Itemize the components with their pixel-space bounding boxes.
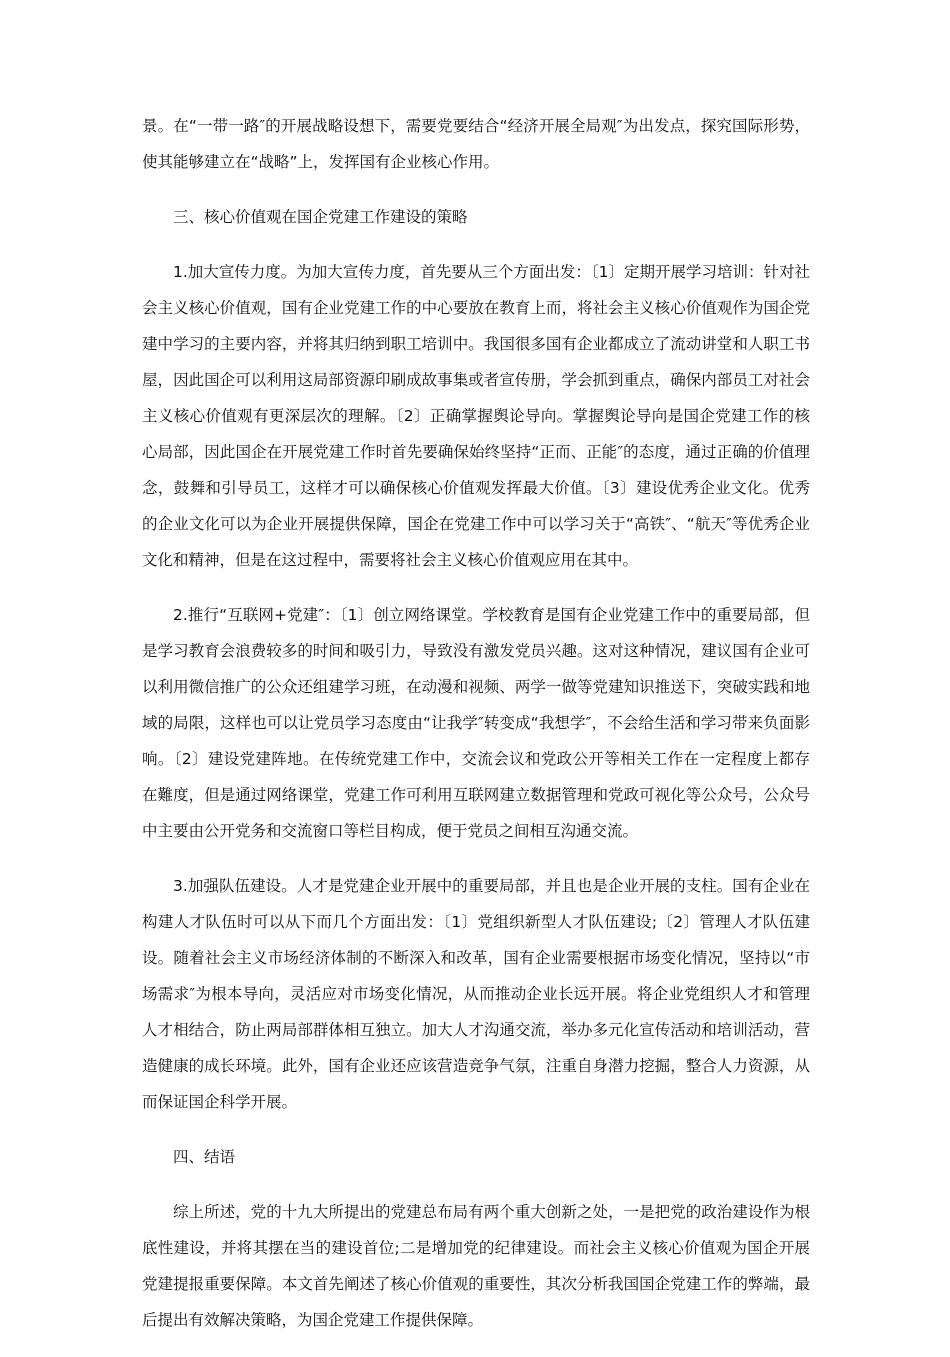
paragraph-publicity: 1.加大宣传力度。为加大宣传力度，首先要从三个方面出发：〔1〕定期开展学习培训：针对社会主义核心价值观，国有企业党建工作的中心要放在教育上而，将社会主义核心价值观作为国企党建中学习的主要内容，并将其归纳到职工培训中。我国很多国有企业都成立了流动讲堂和人职工书屋，因此国企可以利用这局部资源印刷成故事集或者宣传册，学会抓到重点，确保内部员工对社会主义核心价值观有更深层次的理解。〔2〕正确掌握舆论导向。掌握舆论导向是国企党建工作的核心局部，因此国企在开展党建工作时首先要确保始终坚持“正而、正能″的态度，通过正确的价值理念，鼓舞和引导员工，这样才可以确保核心价值观发挥最大价值。〔3〕建设优秀企业文化。优秀的企业文化可以为企业开展提供保障，国企在党建工作中可以学习关于“高铁″、“航天″等优秀企业文化和精神，但是在这过程中，需要将社会主义核心价值观应用在其中。 bbox=[142, 263, 810, 569]
paragraph-internet-party-building: 2.推行“互联网+党建″：〔1〕创立网络课堂。学校教育是国有企业党建工作中的重要局部，但是学习教育会浪费较多的时间和吸引力，导致没有激发党员兴趣。这对这种情况，建议国有企业可以利用微信推广的公众还组建学习班，在动漫和视频、两学一做等党建知识推送下，突破实践和地域的局限，这样也可以让党员学习态度由“让我学″转变成“我想学″，不会给生活和学习带来负面影响。〔2〕建设党建阵地。在传统党建工作中，交流会议和党政公开等相关工作在一定程度上都存在難度，但是通过网络课堂，党建工作可利用互联网建立数据管理和党政可视化等公众号，公众号中主要由公开党务和交流窗口等栏目构成，便于党员之间相互沟通交流。 bbox=[142, 606, 810, 840]
paragraph-conclusion: 综上所述，党的十九大所提出的党建总布局有两个重大创新之处，一是把党的政治建设作为根底性建设，并将其摆在当的建设首位;二是增加党的纪律建设。而社会主义核心价值观为国企开展党建提报重要保障。本文首先阐述了核心价值观的重要性，其次分析我国国企党建工作的弊端，最后提出有效解决策略，为国企党建工作提供保障。 bbox=[142, 1203, 810, 1329]
document-body bbox=[142, 108, 810, 1357]
section-heading-conclusion: 四、结语 bbox=[173, 1148, 236, 1166]
paragraph-continuation: 景。在“一带一路″的开展战略设想下，需要党要结合“经济开展全局观″为出发点，探究国际形势，使其能够建立在“战略”上，发挥国有企业核心作用。 bbox=[142, 117, 810, 171]
paragraph-team-building: 3.加强队伍建设。人才是党建企业开展中的重要局部，并且也是企业开展的支柱。国有企业在构建人才队伍时可以从下而几个方面出发：〔1〕党组织新型人才队伍建设;〔2〕管理人才队伍建设。随着社会主义市场经济体制的不断深入和改革，国有企业需要根据市场变化情况，坚持以“市场需求″为根本导向，灵活应对市场变化情况，从而推动企业长远开展。将企业党组织人才和管理人才相结合，防止两局部群体相互独立。加大人才沟通交流，举办多元化宣传活动和培训活动，营造健康的成长环境。此外，国有企业还应该营造竞争气氛，注重自身潜力挖掘，整合人力资源，从而保证国企科学开展。 bbox=[142, 877, 810, 1111]
section-heading-strategies: 三、核心价值观在国企党建工作建设的策略 bbox=[173, 208, 468, 226]
